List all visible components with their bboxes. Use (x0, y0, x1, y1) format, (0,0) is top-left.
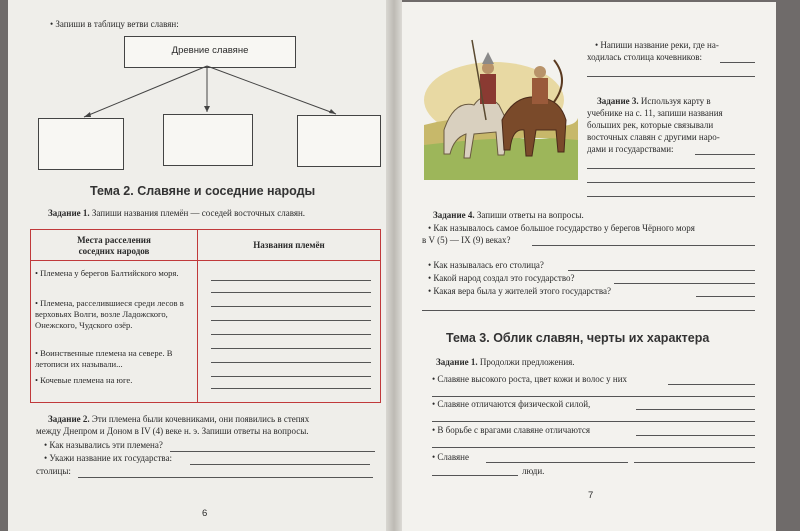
section-2-title: Тема 2. Славяне и соседние народы (90, 184, 316, 198)
table-column-divider (197, 230, 198, 402)
task-4-question-3: • Какой народ создал это государство? (428, 273, 575, 283)
sentence-4: • Славяне (432, 452, 469, 462)
answer-line[interactable] (432, 447, 755, 448)
page-number-left: 6 (202, 508, 208, 519)
answer-line[interactable] (486, 462, 628, 463)
answer-line[interactable] (422, 310, 755, 311)
answer-line[interactable] (636, 409, 755, 410)
task-3-line4: восточных славян с другими наро- (587, 132, 720, 142)
answer-line[interactable] (211, 376, 371, 377)
answer-line[interactable] (211, 348, 371, 349)
table-header-places (31, 235, 197, 257)
question-capital-label: столицы: (36, 466, 71, 476)
answer-line[interactable] (696, 296, 755, 297)
table-header-tribes: Названия племён (253, 240, 325, 250)
tree-instruction: • Запиши в таблицу ветви славян: (50, 19, 179, 29)
task-1-continue-label: Задание 1. (436, 357, 478, 367)
task-4-question-1b: в V (5) — IX (9) веках? (422, 235, 511, 245)
task-1-label: Задание 1. (48, 208, 90, 218)
task-1-heading (48, 208, 305, 219)
task-2-line1: Эти племена были кочевниками, они появились в степях (91, 414, 310, 424)
answer-line[interactable] (587, 182, 755, 183)
table-header-divider (31, 260, 380, 261)
answer-line[interactable] (634, 462, 755, 463)
tree-branch-box-1[interactable] (38, 118, 124, 170)
answer-line[interactable] (532, 245, 755, 246)
answer-line[interactable] (695, 154, 755, 155)
task-2-line2: между Днепром и Доном в IV (4) веке н. э. Запиши ответы на вопросы. (36, 426, 309, 436)
task-3-line5: дами и государствами: (587, 144, 674, 154)
table-row-4-place: • Кочевые племена на юге. (35, 375, 133, 385)
answer-line[interactable] (432, 396, 755, 397)
tribes-table (30, 229, 381, 403)
tree-root-label: Древние славяне (171, 45, 249, 56)
answer-line[interactable] (190, 464, 370, 465)
task-4-question-1a: • Как называлось самое большое государство у берегов Чёрного моря (428, 223, 695, 233)
answer-line[interactable] (587, 168, 755, 169)
answer-line[interactable] (587, 76, 755, 77)
task-4-heading (433, 210, 584, 221)
task-2-heading (48, 414, 309, 425)
task-4-text: Запиши ответы на вопросы. (476, 210, 584, 220)
task-4-label: Задание 4. (433, 210, 475, 220)
answer-line[interactable] (78, 477, 373, 478)
table-row-1-place: • Племена у берегов Балтийского моря. (35, 268, 179, 278)
answer-line[interactable] (211, 280, 371, 281)
task-3-line1: Используя карту в (640, 96, 711, 106)
page-number-right: 7 (588, 490, 594, 501)
task-3-label: Задание 3. (597, 96, 639, 106)
river-question-line1: • Напиши название реки, где на- (595, 40, 719, 50)
task-4-question-4: • Какая вера была у жителей этого государства? (428, 286, 611, 296)
sentence-4-end: люди. (522, 466, 545, 476)
table-row-2-place: • Племена, расселившиеся среди лесов в верховьях Волги, возле Ладожского, Онежского, Чудского озёр. (35, 298, 184, 330)
task-1-text: Запиши названия племён — соседей восточных славян. (91, 208, 306, 218)
task-3-line3: больших рек, которые связывали (587, 120, 714, 130)
task-3-heading (597, 96, 711, 107)
answer-line[interactable] (211, 292, 371, 293)
answer-line[interactable] (720, 62, 755, 63)
sentence-3: • В борьбе с врагами славяне отличаются (432, 425, 590, 435)
section-3-title: Тема 3. Облик славян, черты их характера (446, 331, 710, 345)
answer-line[interactable] (211, 306, 371, 307)
sentence-2: • Славяне отличаются физической силой, (432, 399, 591, 409)
question-state-name: • Укажи название их государства: (44, 453, 173, 463)
answer-line[interactable] (211, 362, 371, 363)
answer-line[interactable] (614, 283, 755, 284)
table-header-places-line2: соседних народов (78, 246, 150, 256)
answer-line[interactable] (211, 388, 371, 389)
table-header-places-line1: Места расселения (77, 235, 151, 245)
table-row-3-place: • Воинственные племена на севере. В летописи их называли... (35, 348, 173, 369)
sentence-1: • Славяне высокого роста, цвет кожи и волос у них (432, 374, 628, 384)
task-1-continue-text: Продолжи предложения. (479, 357, 575, 367)
question-tribes-name: • Как назывались эти племена? (44, 440, 163, 450)
answer-line[interactable] (668, 384, 755, 385)
answer-line[interactable] (211, 320, 371, 321)
task-1-continue-heading (436, 357, 575, 368)
task-3-line2: учебнике на с. 11, запиши названия (587, 108, 723, 118)
task-4-question-2: • Как называлась его столица? (428, 260, 544, 270)
nomad-horsemen-illustration (424, 30, 578, 180)
river-question-line2: ходилась столица кочевников: (587, 52, 702, 62)
tree-branch-box-2[interactable] (163, 114, 253, 166)
answer-line[interactable] (432, 475, 518, 476)
answer-line[interactable] (432, 421, 755, 422)
answer-line[interactable] (587, 196, 755, 197)
task-2-label: Задание 2. (48, 414, 90, 424)
answer-line[interactable] (636, 435, 755, 436)
answer-line[interactable] (568, 270, 755, 271)
tree-connector-arrows (0, 0, 400, 200)
answer-line[interactable] (211, 334, 371, 335)
tree-branch-box-3[interactable] (297, 115, 381, 167)
answer-line[interactable] (170, 451, 375, 452)
